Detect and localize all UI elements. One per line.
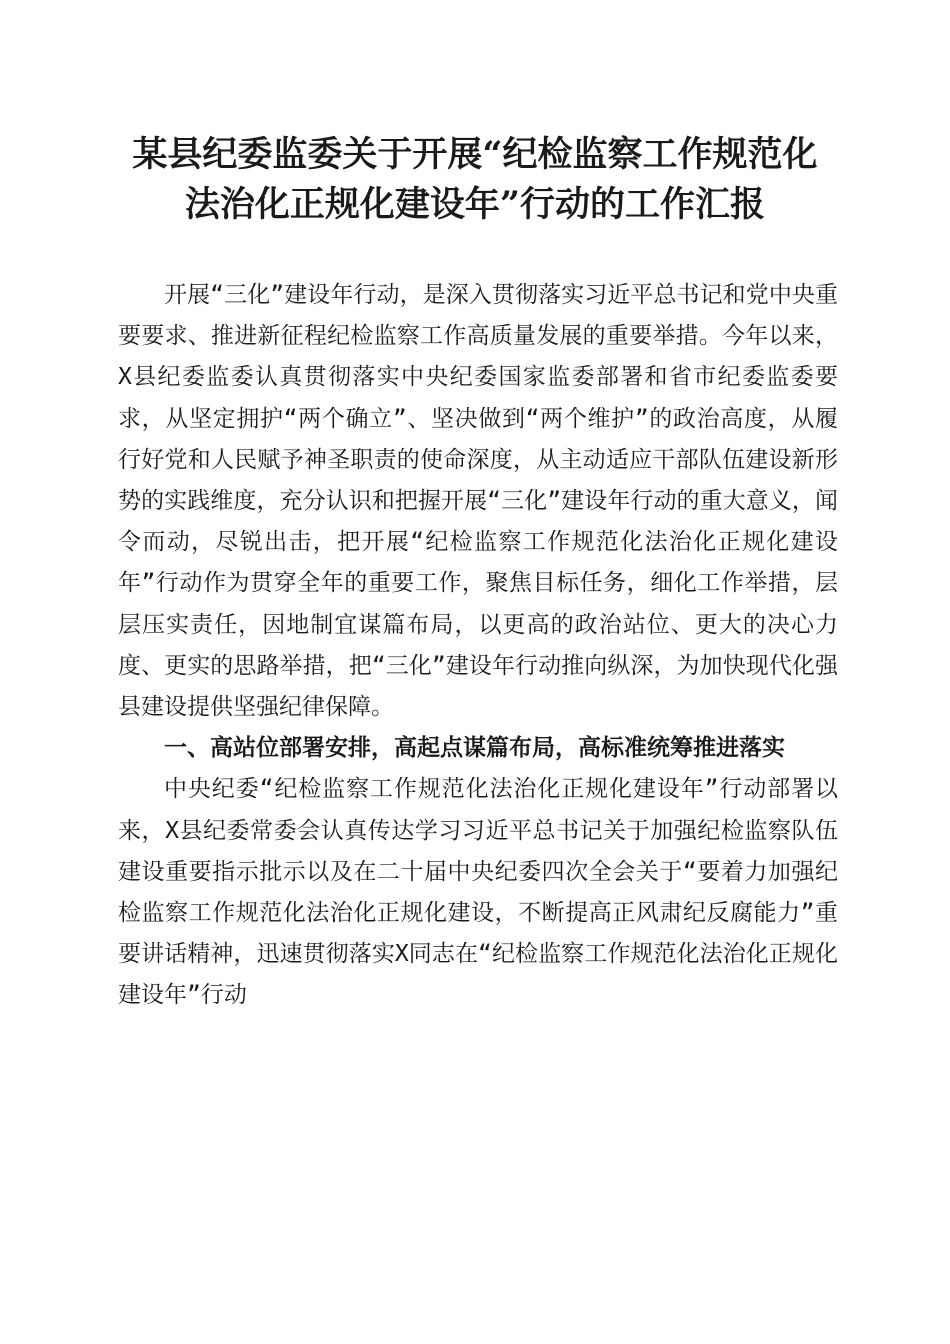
paragraph-intro: 开展“三化”建设年行动，是深入贯彻落实习近平总书记和党中央重要要求、推进新征程纪检监察工作高质量发展的重要举措。今年以来，X县纪委监委认真贯彻落实中央纪委国家监委部署和省市纪委监委要求，从坚定拥护“两个确立”、坚决做到“两个维护”的政治高度，从履行好党和人民赋予神圣职责的使命深度，从主动适应干部队伍建设新形势的实践维度，充分认识和把握开展“三化”建设年行动的重大意义，闻令而动，尽锐出击，把开展“纪检监察工作规范化法治化正规化建设年”行动作为贯穿全年的重要工作，聚焦目标任务，细化工作举措，层层压实责任，因地制宜谋篇布局，以更高的政治站位、更大的决心力度、更实的思路举措，把“三化”建设年行动推向纵深，为加快现代化强县建设提供坚强纪律保障。 [118, 282, 838, 721]
paragraph-section-1: 中央纪委“纪检监察工作规范化法治化正规化建设年”行动部署以来，X县纪委常委会认真传达学习习近平总书记关于加强纪检监察队伍建设重要指示批示以及在二十届中央纪委四次全会关于“要着力加强纪检监察工作规范化法治化正规化建设，不断提高正风肃纪反腐能力”重要讲话精神，迅速贯彻落实X同志在“纪检监察工作规范化法治化正规化建设年”行动 [118, 776, 838, 1009]
document-body [118, 275, 838, 1017]
title-line-1: 某县纪委监委关于开展“纪检监察工作规范化 [132, 134, 818, 175]
section-heading-1: 一、高站位部署安排，高起点谋篇布局，高标准统筹推进落实 [164, 735, 785, 762]
title-line-2: 法治化正规化建设年”行动的工作汇报 [184, 184, 766, 225]
document-title [100, 130, 850, 230]
